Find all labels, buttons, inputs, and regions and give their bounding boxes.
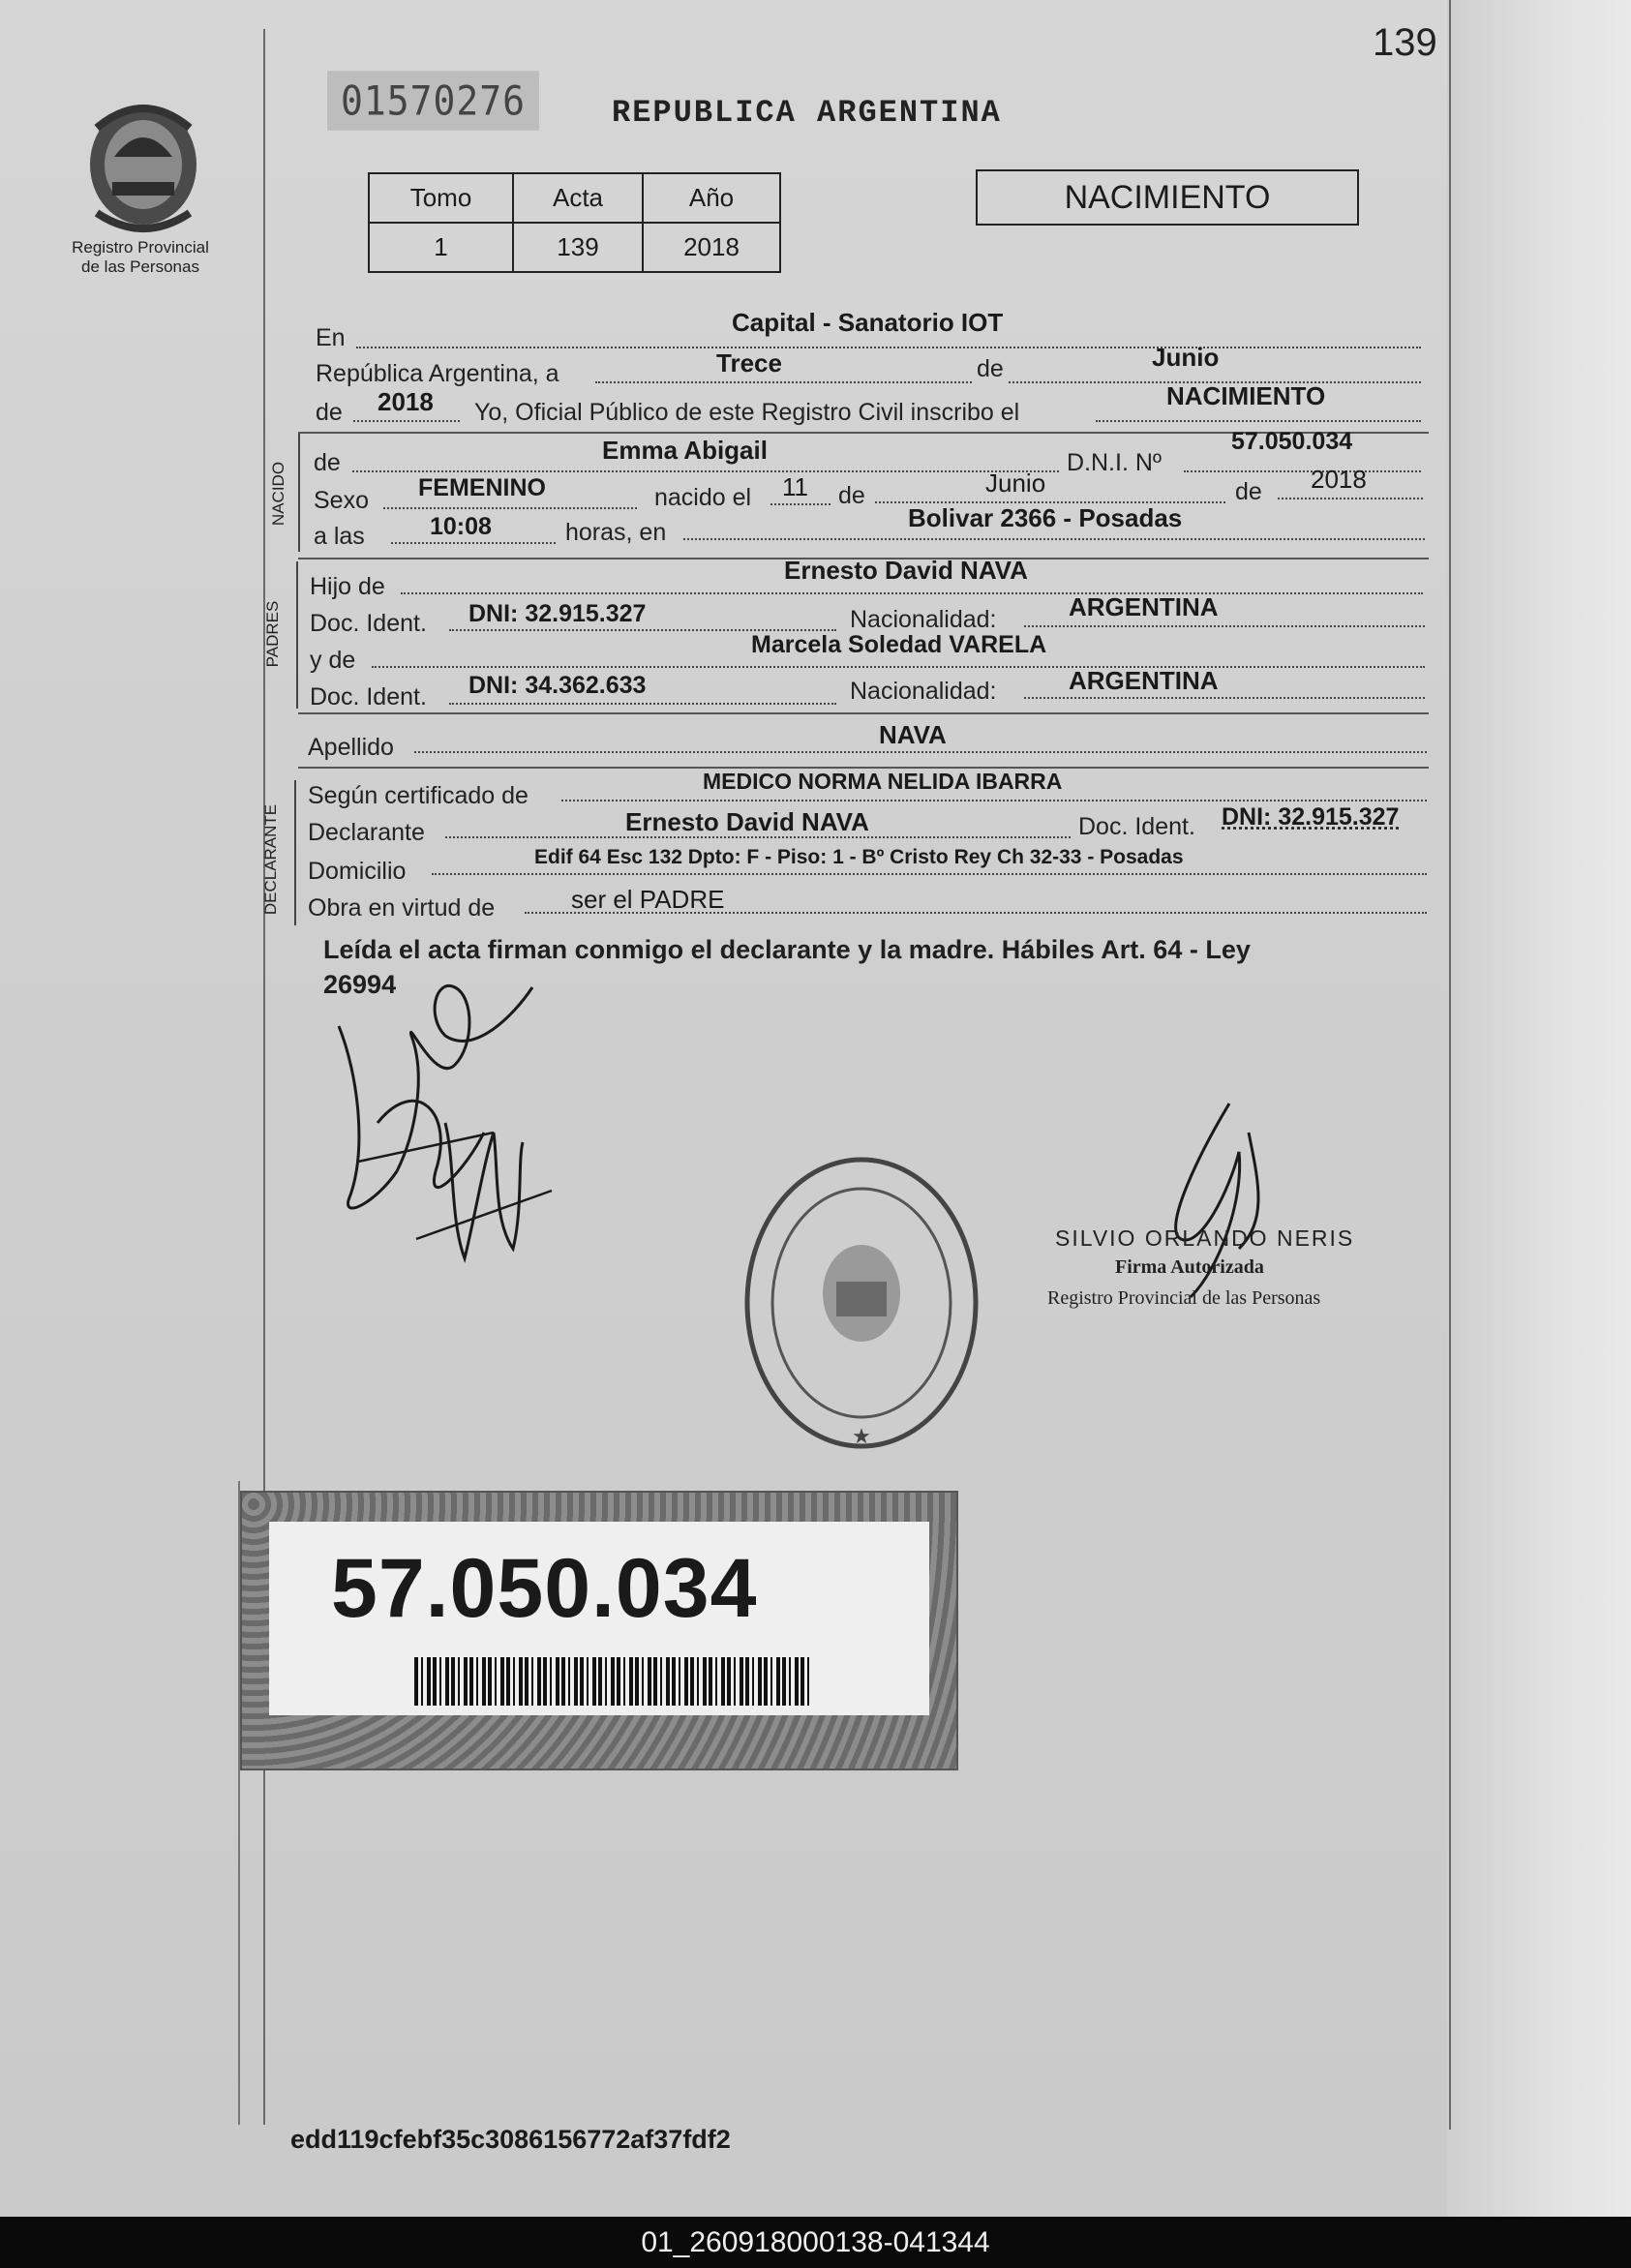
birth-time: 10:08 bbox=[430, 513, 492, 540]
barcode-inner bbox=[269, 1522, 929, 1715]
apellido-dots bbox=[414, 751, 1427, 753]
acta-value: 139 bbox=[513, 223, 643, 272]
domicilio-dots bbox=[432, 873, 1427, 875]
padres-label: PADRES bbox=[263, 600, 282, 668]
name-dots bbox=[352, 470, 1059, 472]
dni-barcode-label bbox=[240, 1491, 958, 1770]
birth-year: 2018 bbox=[1311, 465, 1367, 494]
declarante-label: DECLARANTE bbox=[261, 803, 280, 916]
day-text: Trece bbox=[716, 348, 782, 378]
record-table bbox=[368, 172, 781, 273]
father-nationality: ARGENTINA bbox=[1069, 592, 1219, 621]
apellido-value: NAVA bbox=[879, 720, 947, 749]
apellido-label: Apellido bbox=[308, 734, 394, 761]
hijo-label: Hijo de bbox=[310, 573, 385, 600]
nacido-el-label: nacido el bbox=[654, 484, 752, 511]
declarante-bracket bbox=[294, 780, 296, 925]
nacido-bracket bbox=[298, 434, 300, 552]
republica-label: República Argentina, a bbox=[316, 360, 559, 387]
mother-signature bbox=[407, 1104, 561, 1268]
nac2-label: Nacionalidad: bbox=[850, 678, 997, 705]
official-stamp bbox=[736, 1148, 987, 1458]
birth-place-dots bbox=[683, 538, 1425, 540]
en-dots bbox=[356, 347, 1421, 348]
birth-day: 11 bbox=[782, 472, 808, 501]
nacido-de-label-3: de bbox=[1235, 478, 1262, 505]
padres-bracket bbox=[296, 561, 298, 709]
cert-label: Según certificado de bbox=[308, 782, 529, 809]
document-type-box: NACIMIENTO bbox=[976, 169, 1359, 226]
right-margin-line bbox=[1449, 0, 1451, 2130]
nacido-de-label-2: de bbox=[838, 482, 865, 509]
registry-logo-caption: Registro Provincial de las Personas bbox=[72, 238, 209, 276]
act-type-dots bbox=[1096, 420, 1421, 422]
sexo-value: FEMENINO bbox=[418, 474, 546, 501]
place: Capital - Sanatorio IOT bbox=[732, 308, 1004, 337]
doc2-label: Doc. Ident. bbox=[310, 683, 427, 711]
declarante-name: Ernesto David NAVA bbox=[625, 807, 869, 836]
closing-note-line2: 26994 bbox=[323, 970, 397, 999]
child-name: Emma Abigail bbox=[602, 436, 768, 465]
cert-dots bbox=[561, 800, 1427, 801]
de-label-1: de bbox=[973, 355, 1008, 383]
father-doc: DNI: 32.915.327 bbox=[468, 600, 647, 627]
declarante-doc: DNI: 32.915.327 bbox=[1222, 803, 1400, 831]
obra-value: ser el PADRE bbox=[571, 885, 725, 914]
barcode-icon bbox=[414, 1657, 811, 1706]
domicilio-label: Domicilio bbox=[308, 858, 407, 885]
section-divider-3 bbox=[298, 712, 1429, 714]
obra-label: Obra en virtud de bbox=[308, 894, 496, 922]
mother-name: Marcela Soledad VARELA bbox=[751, 631, 1047, 658]
left-margin-line bbox=[263, 29, 265, 2125]
decl-label: Declarante bbox=[308, 819, 425, 846]
act-type: NACIMIENTO bbox=[1166, 381, 1326, 410]
domicilio-value: Edif 64 Esc 132 Dpto: F - Piso: 1 - Bº Cristo Rey Ch 32-33 - Posadas bbox=[534, 846, 1184, 868]
alas-label: a las bbox=[314, 523, 365, 550]
cert-value: MEDICO NORMA NELIDA IBARRA bbox=[703, 769, 1063, 794]
mother-doc: DNI: 34.362.633 bbox=[468, 672, 647, 699]
dni-big-number: 57.050.034 bbox=[331, 1542, 758, 1635]
doc1-label: Doc. Ident. bbox=[310, 610, 427, 637]
dni-dots bbox=[1184, 470, 1421, 472]
year: 2018 bbox=[378, 387, 434, 416]
child-dni: 57.050.034 bbox=[1231, 428, 1353, 455]
mother-nat-dots bbox=[1024, 697, 1425, 699]
mother-nationality: ARGENTINA bbox=[1069, 666, 1219, 695]
father-nat-dots bbox=[1024, 625, 1425, 627]
tomo-header: Tomo bbox=[369, 173, 513, 223]
nacido-label: NACIDO bbox=[269, 461, 287, 527]
country-title: REPUBLICA ARGENTINA bbox=[612, 95, 1002, 131]
yde-label: y de bbox=[310, 647, 356, 674]
mother-doc-dots bbox=[449, 703, 836, 705]
registry-logo bbox=[76, 89, 211, 234]
birth-place: Bolivar 2366 - Posadas bbox=[908, 503, 1183, 532]
father-name: Ernesto David NAVA bbox=[784, 556, 1028, 585]
en-label: En bbox=[316, 324, 346, 351]
birth-year-dots bbox=[1278, 498, 1423, 499]
closing-note-line1: Leída el acta firman conmigo el declarante y la madre. Hábiles Art. 64 - Ley bbox=[323, 935, 1251, 964]
ano-value: 2018 bbox=[643, 223, 780, 272]
svg-text:★: ★ bbox=[852, 1425, 871, 1449]
mother-dots bbox=[372, 666, 1425, 668]
month: Junio bbox=[1152, 343, 1220, 372]
decl-doc-label: Doc. Ident. bbox=[1078, 813, 1195, 840]
tomo-value: 1 bbox=[369, 223, 513, 272]
serial-number: 01570276 bbox=[327, 71, 539, 131]
official-name: SILVIO ORLANDO NERIS bbox=[1055, 1225, 1355, 1251]
footer-id: 01_260918000138-041344 bbox=[0, 2217, 1631, 2268]
day-dots bbox=[770, 503, 831, 505]
document-hash: edd119cfebf35c3086156772af37fdf2 bbox=[290, 2125, 731, 2154]
official-org: Registro Provincial de las Personas bbox=[1047, 1287, 1321, 1309]
acta-header: Acta bbox=[513, 173, 643, 223]
de-label-2: de bbox=[316, 399, 343, 426]
sexo-dots bbox=[383, 507, 637, 509]
horas-label: horas, en bbox=[565, 519, 667, 546]
stamp-seal-icon bbox=[736, 1148, 987, 1458]
nacido-de-label: de bbox=[314, 449, 341, 476]
year-dots bbox=[353, 420, 460, 422]
page-number: 139 bbox=[1373, 21, 1437, 64]
ano-header: Año bbox=[643, 173, 780, 223]
officer-text: Yo, Oficial Público de este Registro Civil inscribo el bbox=[474, 399, 1020, 426]
misiones-emblem-icon bbox=[76, 89, 211, 234]
nac1-label: Nacionalidad: bbox=[850, 606, 997, 633]
sexo-label: Sexo bbox=[314, 487, 369, 514]
father-dots bbox=[401, 592, 1423, 594]
page-edge bbox=[1447, 0, 1631, 2217]
official-title: Firma Autorizada bbox=[1115, 1256, 1264, 1278]
birth-month: Junio bbox=[985, 469, 1046, 498]
time-dots bbox=[391, 542, 556, 544]
dni-label: D.N.I. Nº bbox=[1067, 449, 1163, 476]
